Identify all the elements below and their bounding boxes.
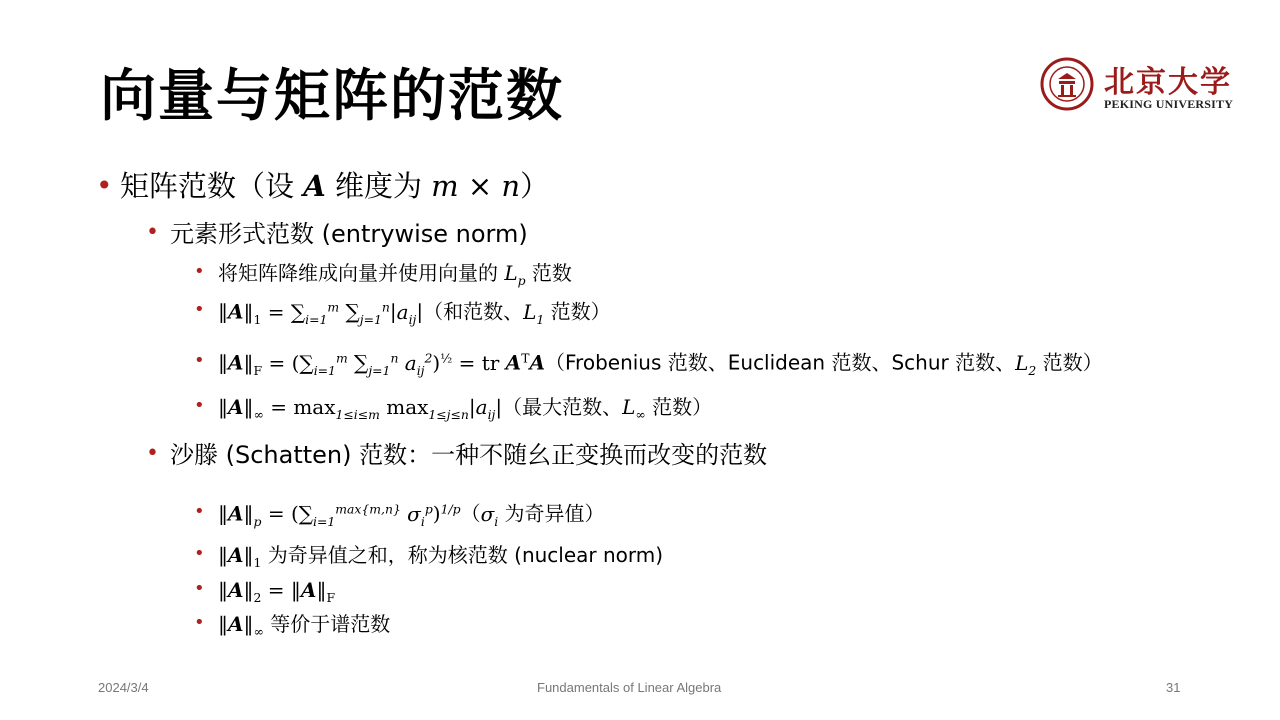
bullet-l1-norm: • $‖A‖_1 = \sum_{i=1}^m$ $\sum_{j=1}^n|a_{ij}|$（和范数、$L_1$ 范数） (194, 299, 611, 327)
bullet-inf-norm: • $‖A‖_\infty$ 等价于谱范数 (194, 612, 391, 639)
bullet-matrix-norm: • 矩阵范数（设 A 维度为 m × n） (96, 169, 550, 203)
bullet-max-norm: • $‖A‖_\infty = \max_{1\le i\le m} \max_{1\le j\le n}|a_{ij}|$（最大范数、$L_\infty$ 范数） (194, 395, 713, 422)
slide-title: 向量与矩阵的范数 (100, 64, 564, 129)
bullet-frobenius-norm: • $‖A‖_F = (\sum_{i=1}^m$ $\sum_{j=1}^n$ $a_{ij}^2)^{\frac{1}{2}}$ = tr $A^TA(Frobenius$ 范数、Euclidean 范数、Schur 范数、$L_2$ 范数） (194, 350, 1103, 378)
bullet-schatten-p: • $‖A‖_p = (\sum_{i=1}^{max\{m,n\}}$ $\sigma_i^p)^{1/p}(\sigma_i$ 为奇异值） (194, 501, 605, 529)
footer-course: Fundamentals of Linear Algebra (537, 680, 722, 695)
footer-page-number: 31 (1166, 680, 1181, 695)
bullet-2-norm: • $‖A‖_2$ = $‖A‖_F$ (194, 578, 336, 605)
bullet-schatten-norm: • 沙滕 (Schatten) 范数：一种不随幺正变换而改变的范数 (146, 441, 768, 469)
bullet-entrywise-norm: • 元素形式范数 (entrywise norm) (146, 220, 528, 248)
footer-date: 2024/3/4 (98, 680, 149, 695)
bullet-lp-vector: • 将矩阵降维成向量并使用向量的 $L_p$ 范数 (194, 261, 572, 288)
bullet-nuclear-norm: • $‖A‖_1$ 为奇异值之和，称为核范数 (nuclear norm) (194, 543, 664, 570)
logo-chinese-name: 北京大学 (1104, 65, 1232, 100)
logo-english-name: PEKING UNIVERSITY (1104, 97, 1234, 111)
